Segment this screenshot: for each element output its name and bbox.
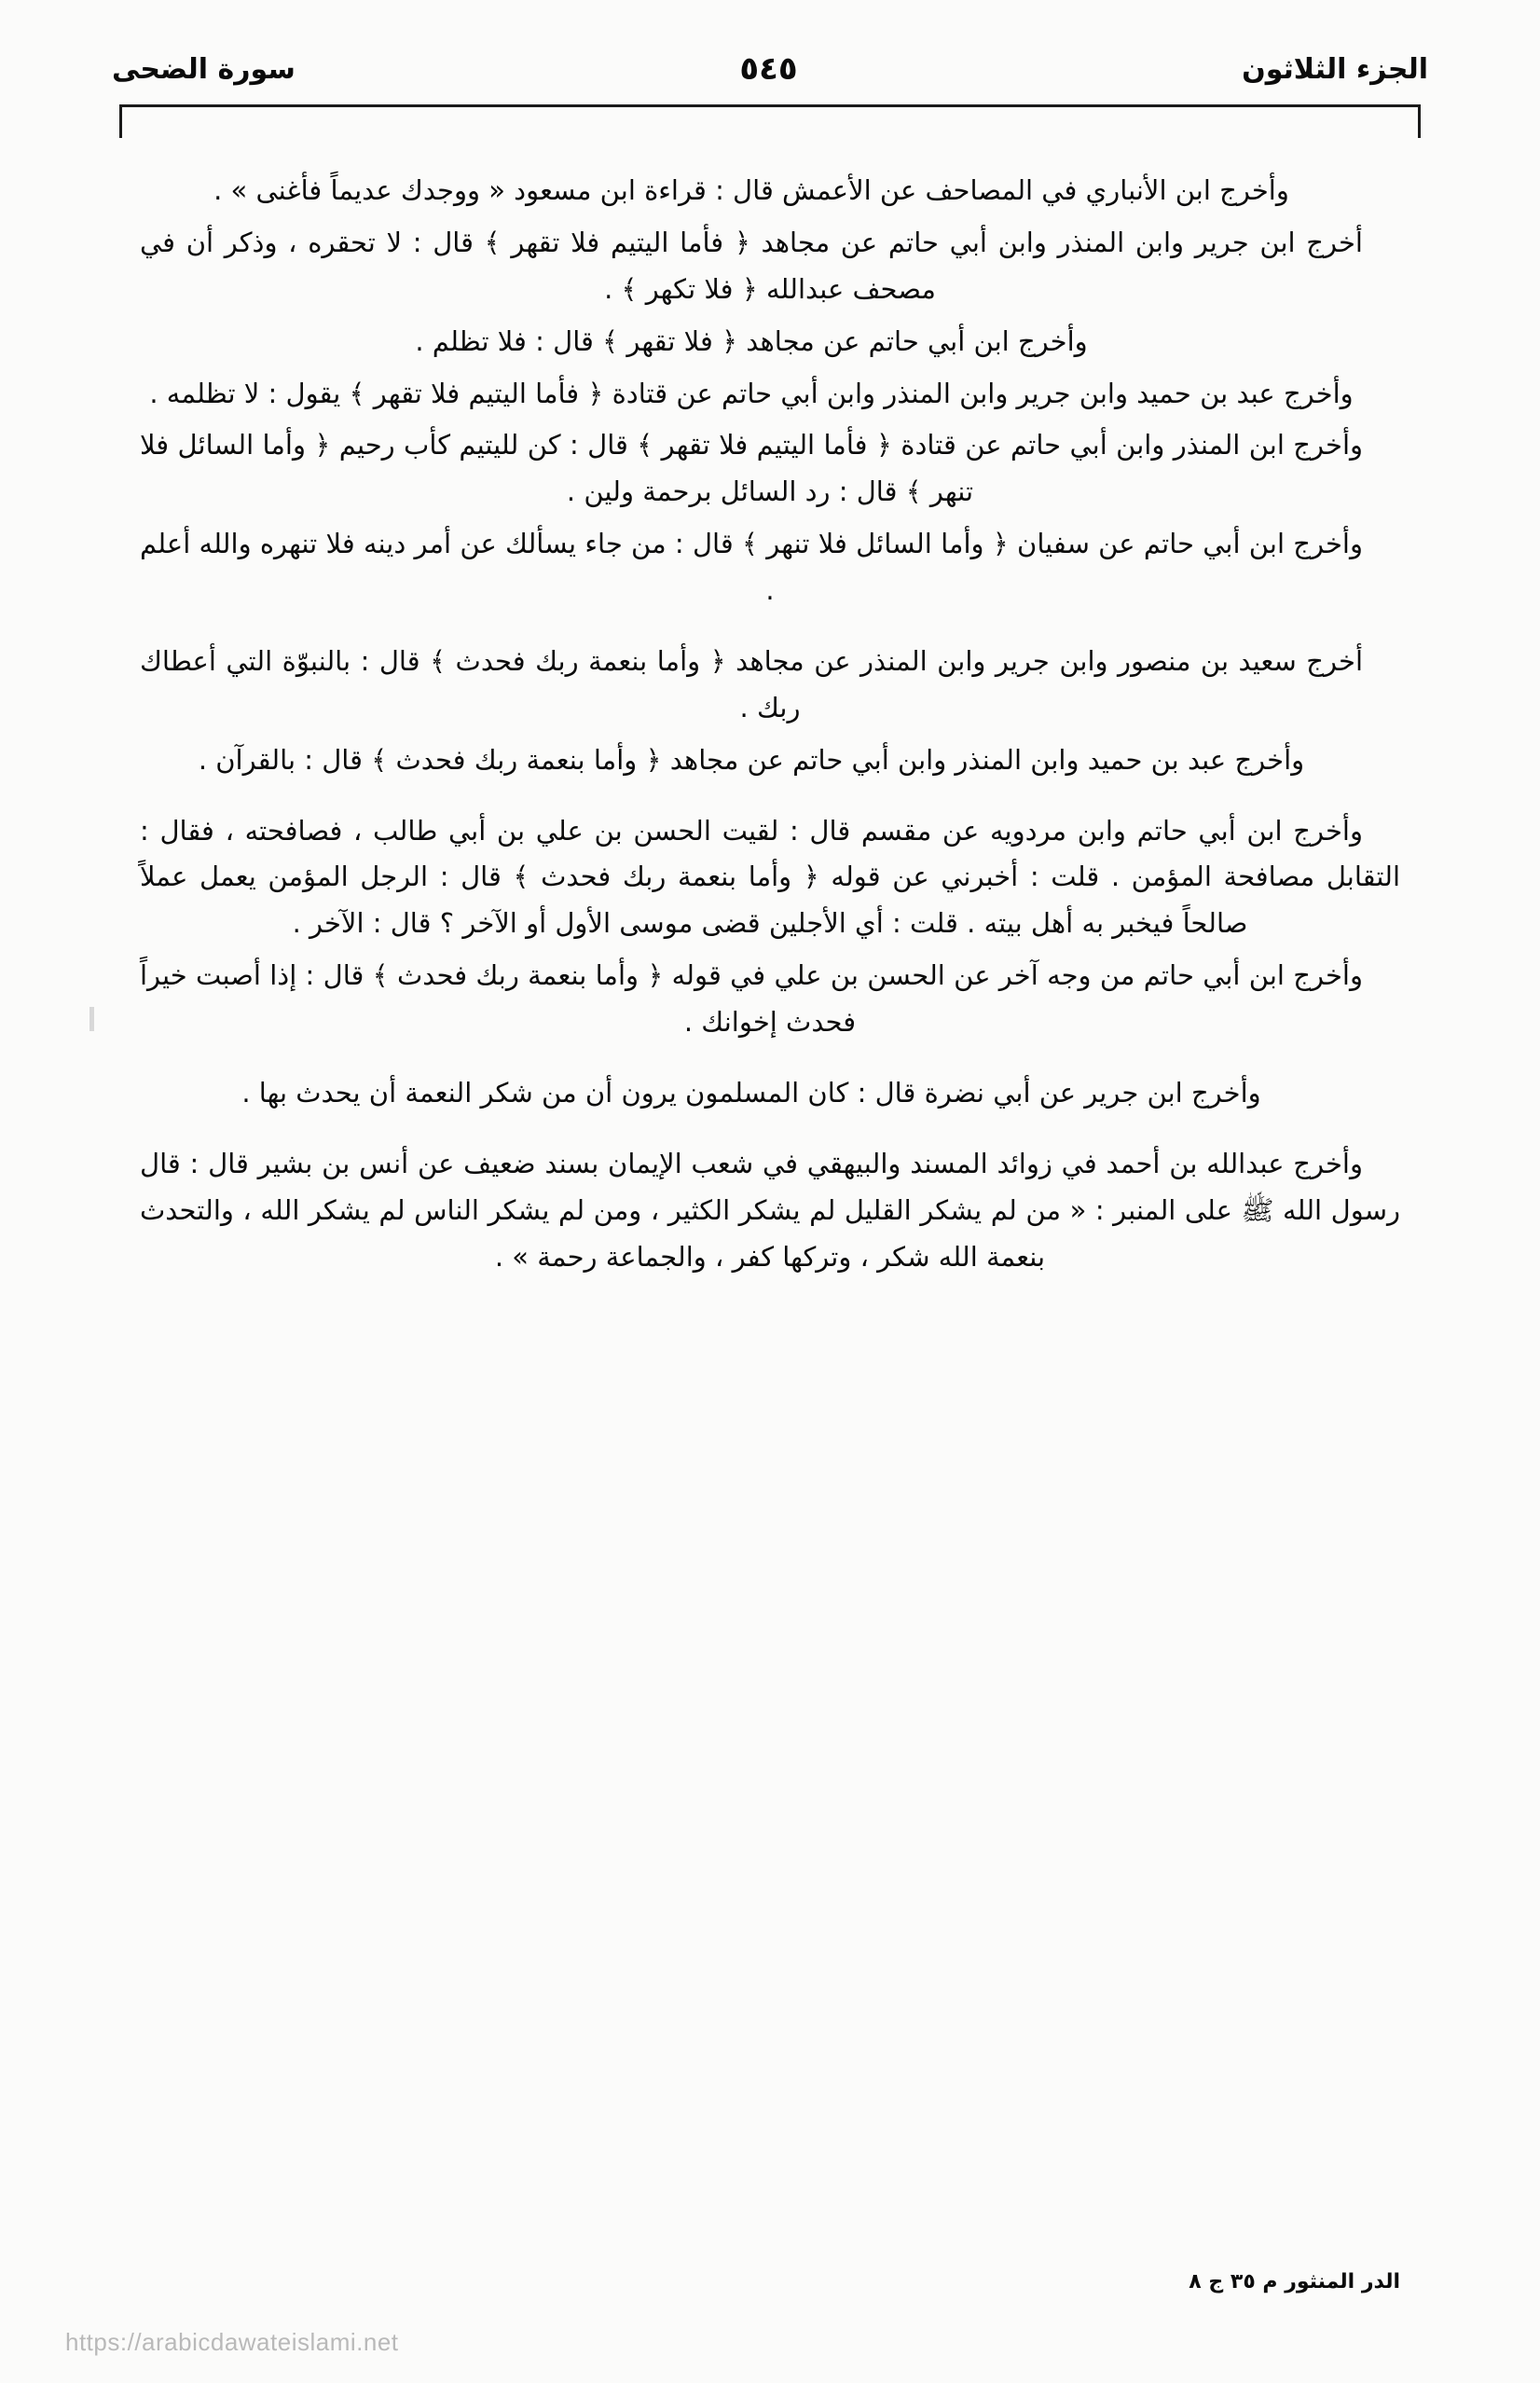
frame-rule-right [1418,104,1421,138]
footer-book-note: الدر المنثور م ٣٥ ج ٨ [1189,2270,1400,2293]
body-text [140,168,1400,1286]
paragraph: أخرج ابن جرير وابن المنذر وابن أبي حاتم عن مجاهد ﴿ فأما اليتيم فلا تقهر ﴾ قال : لا تحقره ، وذكر أن في مصحف عبدالله ﴿ فلا تكهر ﴾ . [140,226,1363,305]
paragraph: وأخرج ابن أبي حاتم من وجه آخر عن الحسن بن علي في قوله ﴿ وأما بنعمة ربك فحدث ﴾ قال : إذا أصبت خيراً فحدث إخوانك . [140,959,1363,1038]
frame-rule-left [119,104,122,138]
paragraph: وأخرج ابن جرير عن أبي نضرة قال : كان المسلمون يرون أن من شكر النعمة أن يحدث بها . [241,1076,1261,1109]
paragraph: وأخرج ابن أبي حاتم عن سفيان ﴿ وأما السائل فلا تنهر ﴾ قال : من جاء يسألك عن أمر دينه فلا تنهره والله أعلم . [140,528,1363,606]
paragraph: وأخرج عبد بن حميد وابن المنذر وابن أبي حاتم عن مجاهد ﴿ وأما بنعمة ربك فحدث ﴾ قال : بالقرآن . [198,743,1305,776]
margin-mark [89,1007,94,1031]
header-juz-title: الجزء الثلاثون [1242,52,1428,86]
header-surah-title: سورة الضحى [112,52,296,86]
paragraph: وأخرج ابن أبي حاتم عن مجاهد ﴿ فلا تقهر ﴾ قال : فلا تظلم . [415,324,1088,357]
header-divider [119,104,1421,107]
paragraph: وأخرج ابن المنذر وابن أبي حاتم عن قتادة ﴿ فأما اليتيم فلا تقهر ﴾ قال : كن لليتيم كأب رحيم ﴿ وأما السائل فلا تنهر ﴾ قال : رد السائل برحمة ولين . [140,429,1363,508]
paragraph: وأخرج ابن الأنباري في المصاحف عن الأعمش قال : قراءة ابن مسعود « ووجدك عديماً فأغنى » . [213,174,1289,206]
page-header [112,41,1428,97]
paragraph: وأخرج عبد بن حميد وابن جرير وابن المنذر وابن أبي حاتم عن قتادة ﴿ فأما اليتيم فلا تقهر ﴾ يقول : لا تظلمه . [149,377,1354,409]
watermark-url: https://arabicdawateislami.net [65,2328,399,2356]
page-footer [140,2270,1400,2293]
page-number: ٥٤٥ [739,50,798,88]
paragraph: أخرج سعيد بن منصور وابن جرير وابن المنذر عن مجاهد ﴿ وأما بنعمة ربك فحدث ﴾ قال : بالنبوّة التي أعطاك ربك . [140,644,1363,723]
paragraph: وأخرج ابن أبي حاتم وابن مردويه عن مقسم قال : لقيت الحسن بن علي بن أبي طالب ، فصافحته ، فقال : التقابل مصافحة المؤمن . قلت : أخبرني عن قوله ﴿ وأما بنعمة ربك فحدث ﴾ قال : الرجل المؤمن يعمل عملاً صالحاً فيخبر به أهل بيته . قلت : أي الأجلين قضى موسى الأول أو الآخر ؟ قال : الآخر . [140,814,1400,940]
paragraph: وأخرج عبدالله بن أحمد في زوائد المسند والبيهقي في شعب الإيمان بسند ضعيف عن أنس بن بشير قال : قال رسول الله ﷺ على المنبر : « من لم يشكر القليل لم يشكر الكثير ، ومن لم يشكر الناس لم يشكر الله ، والتحدث بنعمة الله شكر ، وتركها كفر ، والجماعة رحمة » . [140,1147,1400,1273]
